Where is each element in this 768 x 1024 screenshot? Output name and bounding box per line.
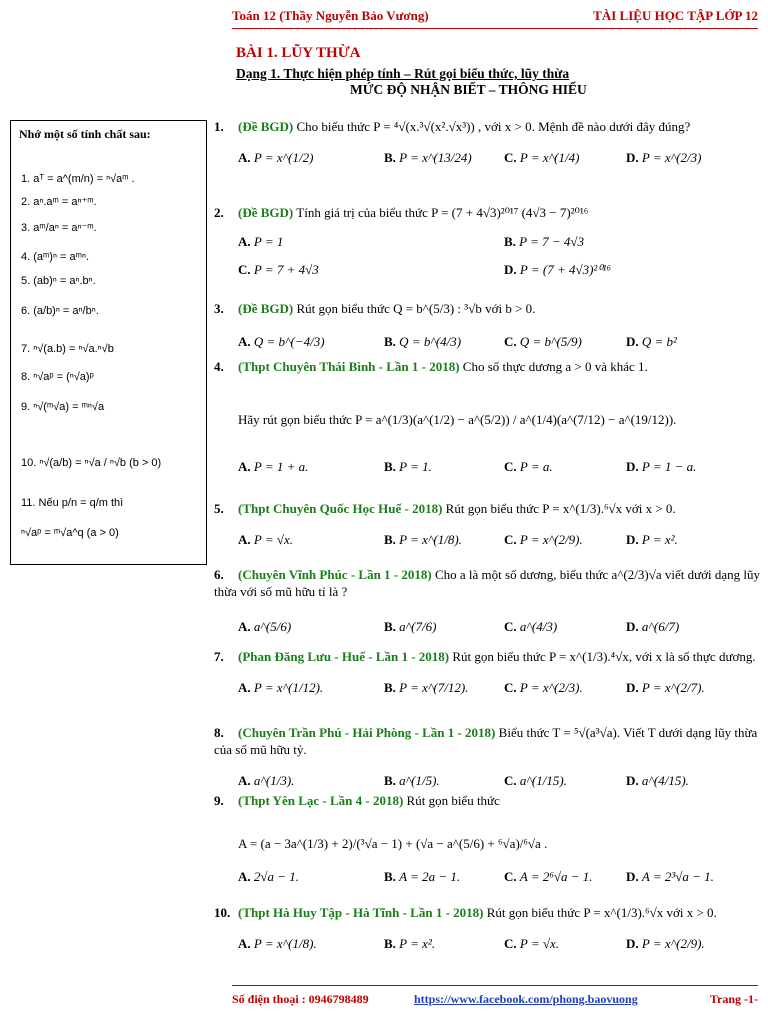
question-5: 5. (Thpt Chuyên Quốc Học Huế - 2018) Rút gọn biểu thức P = x^(1/3).⁶√x với x > 0. A. P = √x. B. P = x^(1/8). C. P = x^(2/9). D. P = x². xyxy=(214,501,678,547)
question-text: Biểu thức T = ⁵√(a³√a). Viết T dưới dạng lũy thừa của số mũ hữu tỷ. xyxy=(214,725,758,757)
option-b[interactable]: A = 2a − 1. xyxy=(399,869,461,884)
property-item: 1. aᵀ = a^(m/n) = ⁿ√aᵐ . xyxy=(21,173,135,185)
question-8: 8. (Chuyên Trần Phú - Hải Phòng - Lần 1 - 2018) Biểu thức T = ⁵√(a³√a). Viết T dưới dạng lũy thừa của số mũ hữu tỷ. A. a^(1/3). B. a^(1/5). C. a^(1/15). D. a^(4/15). xyxy=(214,725,758,788)
property-item: 9. ⁿ√(ᵐ√a) = ᵐⁿ√a xyxy=(21,401,105,413)
option-c[interactable]: a^(4/3) xyxy=(519,619,558,634)
property-item: 4. (aᵐ)ⁿ = aᵐⁿ. xyxy=(21,251,90,263)
question-7: 7. (Phan Đăng Lưu - Huế - Lần 1 - 2018) Rút gọn biểu thức P = x^(1/3).⁴√x, với x là số thực dương. A. P = x^(1/12). B. P = x^(7/12). C. P = x^(2/3). D. P = x^(2/7). xyxy=(214,649,756,695)
option-a[interactable]: P = 1 xyxy=(253,234,284,249)
section-title: Dạng 1. Thực hiện phép tính – Rút gọi biểu thức, lũy thừa xyxy=(236,66,570,81)
option-c[interactable]: a^(1/15). xyxy=(519,773,567,788)
property-item: 11. Nếu p/n = q/m thì xyxy=(21,497,124,509)
option-d[interactable]: P = x^(2/9). xyxy=(641,936,705,951)
option-a[interactable]: P = √x. xyxy=(253,532,294,547)
option-b[interactable]: P = 1. xyxy=(399,459,432,474)
question-source: (Thpt Yên Lạc - Lần 4 - 2018) xyxy=(238,793,404,808)
option-b[interactable]: P = x^(13/24) xyxy=(399,150,472,165)
question-number: 9. xyxy=(214,793,224,808)
option-d[interactable]: P = (7 + 4√3)²⁰¹⁶ xyxy=(519,262,611,277)
question-source: (Chuyên Trần Phú - Hải Phòng - Lần 1 - 2018) xyxy=(238,725,496,740)
question-4: 4. (Thpt Chuyên Thái Bình - Lần 1 - 2018) Cho số thực dương a > 0 và khác 1. Hãy rút gọn biểu thức P = a^(1/3)(a^(1/2) − a^(5/2)) / a^(1/4)(a^(7/12) − a^(19/12)). A. P = 1 + a. B. P = 1. C. P = a. D. P = 1 − a. xyxy=(214,358,762,476)
option-b[interactable]: P = x^(7/12). xyxy=(399,680,469,695)
option-d[interactable]: P = x². xyxy=(641,532,678,547)
page-footer xyxy=(232,992,758,1008)
lesson-title: BÀI 1. LŨY THỪA xyxy=(236,45,361,61)
question-6: 6. (Chuyên Vĩnh Phúc - Lần 1 - 2018) Cho a là một số dương, biểu thức a^(2/3)√a viết dưới dạng lũy thừa với số mũ hữu tỉ là ? A. a^(5/6) B. a^(7/6) C. a^(4/3) D. a^(6/7) xyxy=(214,567,761,634)
option-d[interactable]: P = x^(2/7). xyxy=(641,680,705,695)
question-text: Cho a là một số dương, biểu thức a^(2/3)√a viết dưới dạng lũy thừa với số mũ hữu tỉ là ? xyxy=(214,567,761,599)
property-item: 8. ⁿ√aᵖ = (ⁿ√a)ᵖ xyxy=(21,371,94,383)
question-extra: A = (a − 3a^(1/3) + 2)/(³√a − 1) + (√a − a^(5/6) + ⁶√a)/⁶√a . xyxy=(238,836,548,851)
question-number: 7. xyxy=(214,649,224,664)
option-b[interactable]: P = 7 − 4√3 xyxy=(519,234,585,249)
question-3: 3. (Đề BGD) Rút gọn biểu thức Q = b^(5/3) : ³√b với b > 0. A. Q = b^(−4/3) B. Q = b^(4/3) C. Q = b^(5/9) D. Q = b² xyxy=(214,301,677,349)
question-text: Rút gọn biểu thức Q = b^(5/3) : ³√b với b > 0. xyxy=(293,301,536,316)
option-b[interactable]: Q = b^(4/3) xyxy=(399,334,462,349)
option-a[interactable]: Q = b^(−4/3) xyxy=(253,334,325,349)
option-c[interactable]: P = √x. xyxy=(519,936,560,951)
question-number: 5. xyxy=(214,501,224,516)
option-d[interactable]: P = x^(2/3) xyxy=(641,150,702,165)
option-c[interactable]: A = 2⁶√a − 1. xyxy=(519,869,593,884)
question-2: 2. (Đề BGD) Tính giá trị của biểu thức P = (7 + 4√3)²⁰¹⁷ (4√3 − 7)²⁰¹⁶ A. P = 1 B. P = 7 − 4√3 C. P = 7 + 4√3 D. P = (7 + 4√3)²⁰¹⁶ xyxy=(214,205,611,277)
question-source: (Đề BGD) xyxy=(238,301,294,316)
header-left: Toán 12 (Thầy Nguyễn Bảo Vương) xyxy=(232,8,429,23)
question-text: Rút gọn biểu thức P = x^(1/3).⁶√x với x > 0. xyxy=(442,501,676,516)
question-text: Cho biểu thức P = ⁴√(x.³√(x².√x³)) , với x > 0. Mệnh đề nào dưới đây đúng? xyxy=(293,119,691,134)
property-item: ⁿ√aᵖ = ᵐ√a^q (a > 0) xyxy=(21,527,119,539)
option-d[interactable]: a^(6/7) xyxy=(641,619,680,634)
header-divider xyxy=(232,28,758,29)
option-a[interactable]: P = x^(1/8). xyxy=(253,936,317,951)
option-c[interactable]: P = a. xyxy=(519,459,553,474)
question-number: 4. xyxy=(214,359,224,374)
option-a[interactable]: a^(1/3). xyxy=(253,773,295,788)
option-d[interactable]: A = 2³√a − 1. xyxy=(641,869,714,884)
option-b[interactable]: P = x². xyxy=(399,936,436,951)
properties-box xyxy=(10,120,207,565)
option-d[interactable]: a^(4/15). xyxy=(641,773,689,788)
option-b[interactable]: a^(1/5). xyxy=(399,773,440,788)
property-item: 5. (ab)ⁿ = aⁿ.bⁿ. xyxy=(21,275,96,287)
question-text: Rút gọn biểu thức P = x^(1/3).⁴√x, với x là số thực dương. xyxy=(449,649,756,664)
property-item: 10. ⁿ√(a/b) = ⁿ√a / ⁿ√b (b > 0) xyxy=(21,457,162,469)
question-text: Cho số thực dương a > 0 và khác 1. xyxy=(459,359,648,374)
question-1: 1. (Đề BGD) Cho biểu thức P = ⁴√(x.³√(x².√x³)) , với x > 0. Mệnh đề nào dưới đây đúng? A. P = x^(1/2) B. P = x^(13/24) C. P = x^(1/4) D. P = x^(2/3) xyxy=(214,119,702,165)
question-source: (Chuyên Vĩnh Phúc - Lần 1 - 2018) xyxy=(238,567,432,582)
footer-phone: Số điện thoại : 0946798489 xyxy=(232,992,369,1006)
option-a[interactable]: P = x^(1/2) xyxy=(253,150,314,165)
question-number: 6. xyxy=(214,567,224,582)
question-number: 10. xyxy=(214,905,231,920)
header-right: TÀI LIỆU HỌC TẬP LỚP 12 xyxy=(593,8,758,23)
question-extra: Hãy rút gọn biểu thức P = a^(1/3)(a^(1/2) − a^(5/2)) / a^(1/4)(a^(7/12) − a^(19/12)). xyxy=(238,412,677,427)
question-source: (Đề BGD) xyxy=(238,119,294,134)
option-c[interactable]: P = 7 + 4√3 xyxy=(253,262,319,277)
question-number: 3. xyxy=(214,301,224,316)
option-c[interactable]: P = x^(2/9). xyxy=(519,532,583,547)
question-9: 9. (Thpt Yên Lạc - Lần 4 - 2018) Rút gọn biểu thức A = (a − 3a^(1/3) + 2)/(³√a − 1) + (√a − a^(5/6) + ⁶√a)/⁶√a . A. 2√a − 1. B. A = 2a − 1. C. A = 2⁶√a − 1. D. A = 2³√a − 1. xyxy=(214,792,762,886)
question-source: (Thpt Chuyên Quốc Học Huế - 2018) xyxy=(238,501,443,516)
question-number: 1. xyxy=(214,119,224,134)
question-source: (Thpt Hà Huy Tập - Hà Tĩnh - Lần 1 - 2018) xyxy=(238,905,484,920)
question-number: 8. xyxy=(214,725,224,740)
footer-facebook-link[interactable]: https://www.facebook.com/phong.baovuong xyxy=(414,992,638,1006)
question-10: 10. (Thpt Hà Huy Tập - Hà Tĩnh - Lần 1 - 2018) Rút gọn biểu thức P = x^(1/3).⁶√x với x > 0. A. P = x^(1/8). B. P = x². C. P = √x. D. P = x^(2/9). xyxy=(214,905,717,951)
property-item: 2. aⁿ.aᵐ = aⁿ⁺ᵐ. xyxy=(21,196,97,208)
question-text: Tính giá trị của biểu thức P = (7 + 4√3)²⁰¹⁷ (4√3 − 7)²⁰¹⁶ xyxy=(293,205,589,220)
question-text: Rút gọn biểu thức xyxy=(403,793,500,808)
option-b[interactable]: P = x^(1/8). xyxy=(399,532,462,547)
option-b[interactable]: a^(7/6) xyxy=(399,619,437,634)
option-a[interactable]: P = 1 + a. xyxy=(253,459,309,474)
properties-title: Nhớ một số tính chất sau: xyxy=(19,127,151,141)
footer-divider xyxy=(232,985,758,986)
page-number: Trang -1- xyxy=(709,992,758,1006)
option-a[interactable]: 2√a − 1. xyxy=(253,869,300,884)
property-item: 7. ⁿ√(a.b) = ⁿ√a.ⁿ√b xyxy=(21,343,114,355)
option-a[interactable]: P = x^(1/12). xyxy=(253,680,324,695)
option-c[interactable]: P = x^(2/3). xyxy=(519,680,583,695)
question-source: (Đề BGD) xyxy=(238,205,294,220)
option-d[interactable]: Q = b² xyxy=(641,334,677,349)
question-source: (Thpt Chuyên Thái Bình - Lần 1 - 2018) xyxy=(238,359,460,374)
option-d[interactable]: P = 1 − a. xyxy=(641,459,697,474)
question-source: (Phan Đăng Lưu - Huế - Lần 1 - 2018) xyxy=(238,649,450,664)
level-title: MỨC ĐỘ NHẬN BIẾT – THÔNG HIỂU xyxy=(350,82,587,97)
option-c[interactable]: P = x^(1/4) xyxy=(519,150,580,165)
option-a[interactable]: a^(5/6) xyxy=(253,619,292,634)
option-c[interactable]: Q = b^(5/9) xyxy=(519,334,582,349)
page-header xyxy=(232,6,758,28)
property-item: 3. aᵐ/aⁿ = aⁿ⁻ᵐ. xyxy=(21,222,97,234)
question-number: 2. xyxy=(214,205,224,220)
property-item: 6. (a/b)ⁿ = aⁿ/bⁿ. xyxy=(21,305,99,317)
question-text: Rút gọn biểu thức P = x^(1/3).⁶√x với x > 0. xyxy=(483,905,717,920)
